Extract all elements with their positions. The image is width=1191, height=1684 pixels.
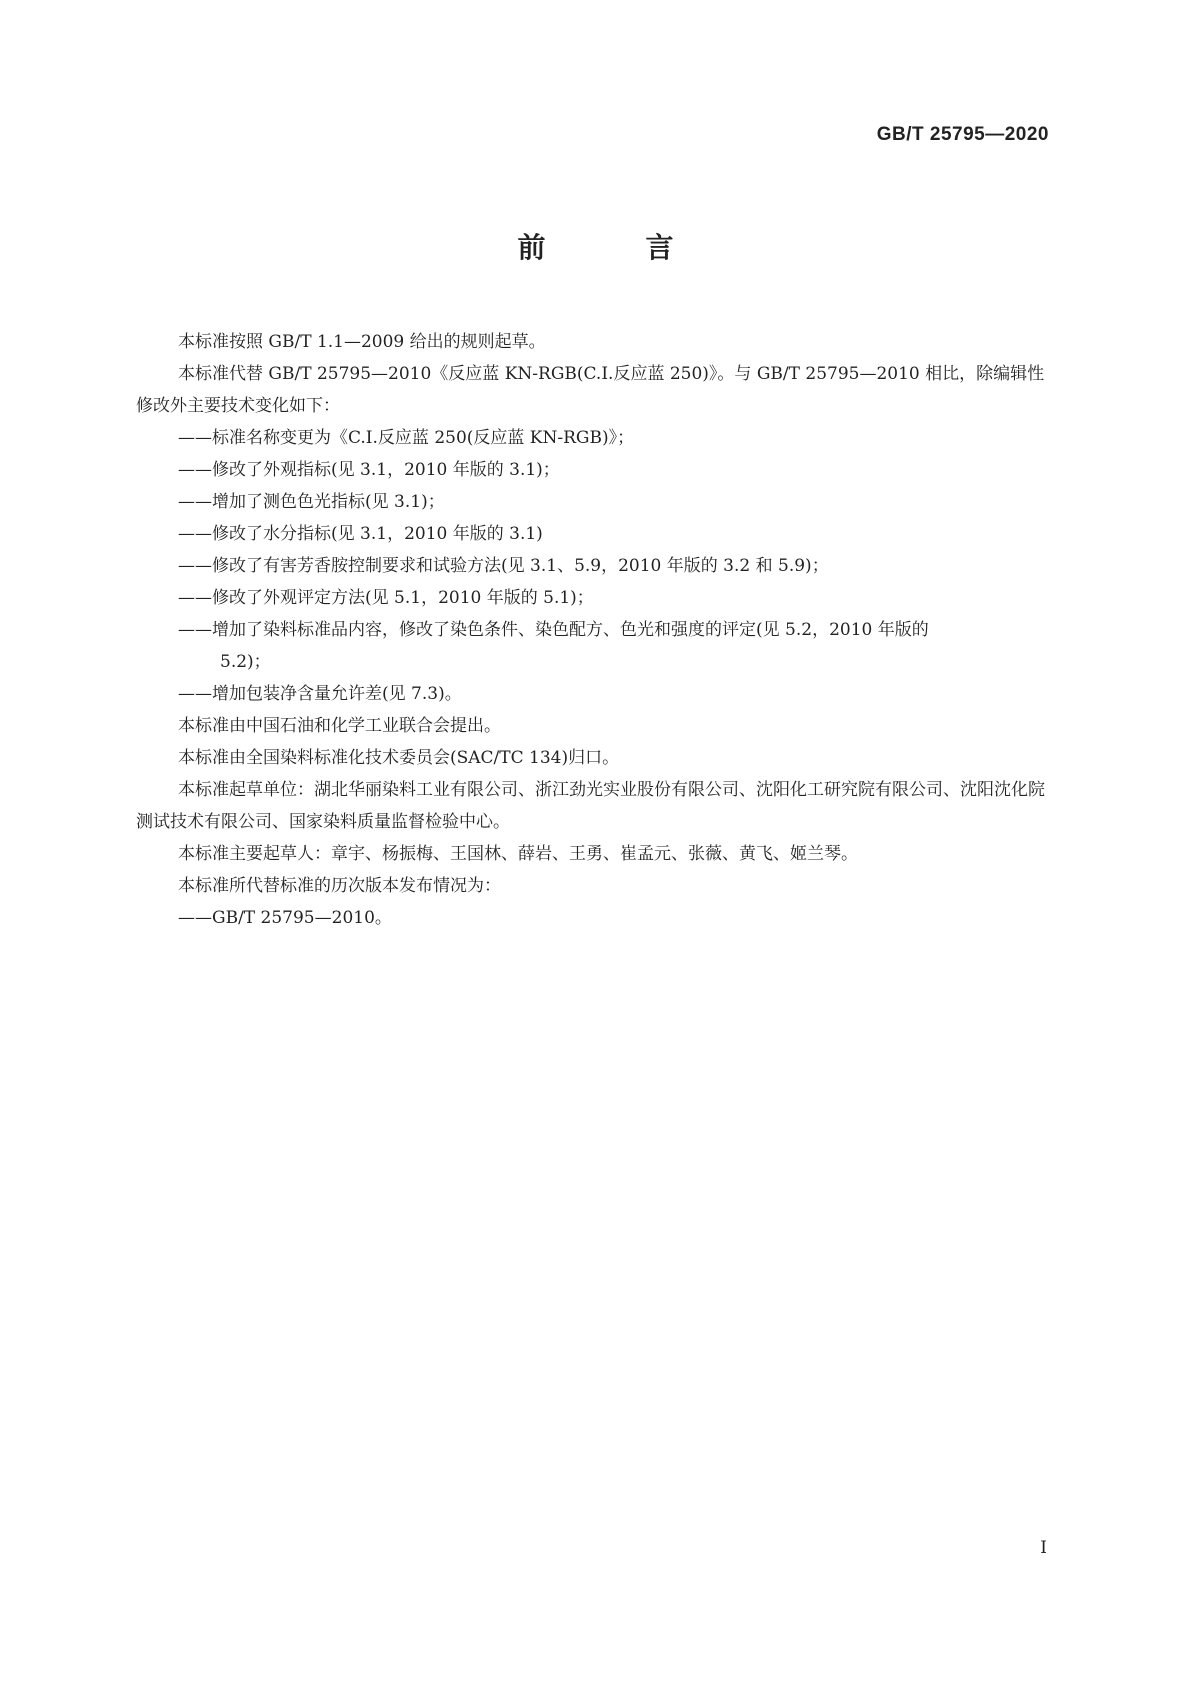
paragraph-version-history: 本标准所代替标准的历次版本发布情况为： [178,876,501,896]
change-item: ——修改了有害芳香胺控制要求和试验方法(见 3.1、5.9，2010 年版的 3.2 和 5.9)； [178,556,829,576]
standard-code: GB/T 25795—2020 [876,124,1049,145]
change-item: ——修改了外观评定方法(见 5.1，2010 年版的 5.1)； [178,588,594,608]
change-item: ——修改了外观指标(见 3.1，2010 年版的 3.1)； [178,460,560,480]
change-item: ——修改了水分指标(见 3.1，2010 年版的 3.1) [178,524,543,544]
change-item: ——增加了染料标准品内容，修改了染色条件、染色配方、色光和强度的评定(见 5.2，2010 年版的 [178,620,929,640]
page-title: 前 言 [517,231,710,264]
paragraph-drafters: 本标准主要起草人：章宇、杨振梅、王国林、薛岩、王勇、崔孟元、张薇、黄飞、姬兰琴。 [178,844,858,864]
paragraph-proposed-by: 本标准由中国石油和化学工业联合会提出。 [178,716,501,736]
paragraph-drafting-units: 本标准起草单位：湖北华丽染料工业有限公司、浙江劲光实业股份有限公司、沈阳化工研究院有限公司、沈阳沈化院测试技术有限公司、国家染料质量监督检验中心。 [136,780,1045,832]
change-item: ——增加包装净含量允许差(见 7.3)。 [178,684,462,704]
change-item-continuation: 5.2)； [220,652,271,672]
change-item: ——标准名称变更为《C.I.反应蓝 250(反应蓝 KN-RGB)》； [178,428,635,448]
paragraph-administered-by: 本标准由全国染料标准化技术委员会(SAC/TC 134)归口。 [178,748,620,768]
foreword-body [136,326,1060,934]
change-item: ——增加了测色色光指标(见 3.1)； [178,492,445,512]
history-item: ——GB/T 25795—2010。 [178,908,392,928]
paragraph-replaces: 本标准代替 GB/T 25795—2010《反应蓝 KN-RGB(C.I.反应蓝 250)》。与 GB/T 25795—2010 相比，除编辑性修改外主要技术变化如下： [136,364,1045,416]
paragraph-drafting-rules: 本标准按照 GB/T 1.1—2009 给出的规则起草。 [178,332,546,352]
page-number: I [1040,1538,1047,1558]
